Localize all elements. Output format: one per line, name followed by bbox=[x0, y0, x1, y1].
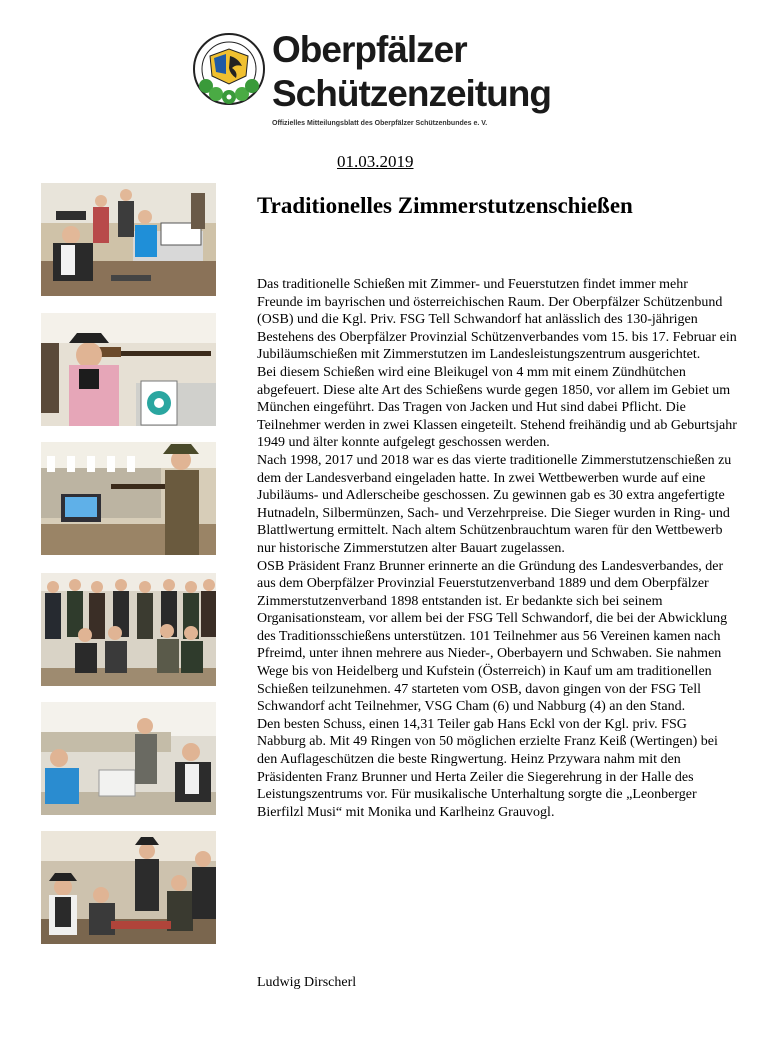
article-paragraph: Nach 1998, 2017 und 2018 war es das vierte traditionelle Zimmerstutzenschießen zu dem der Landesverband eingeladen hatte. In zwei Wettbewerben wurde auf eine Jubiläums- und Adlerscheibe geschossen. Zu gewinnen gab es 30 extra angefertigte Hutnadeln, Silbermünzen, Sach- und Verzehrpreise. Die Sieger wurden in Ring- und Blattlwertung ermittelt. Nach altem Schützenbrauchtum waren für den Wettbewerb nur historische Zimmerstutzen alter Bauart zugelassen. bbox=[257, 452, 732, 556]
photo-officials-at-table bbox=[41, 702, 216, 815]
photo-shooter-aiming-rifle bbox=[41, 313, 216, 426]
photo-award-ceremony bbox=[41, 831, 216, 944]
article-paragraph: Bei diesem Schießen wird eine Bleikugel von 4 mm mit einem Zündhütchen abgefeuert. Diese alte Art des Schießens wurde gegen 1850, vor allem im Gebiet um München eingeführt. Das Tragen von Jacken und Hut sind dabei Pflicht. Die Teilnehmer werden in zwei Klassen eingeteilt. Stehend freihändig und ab Geburtsjahr 1949 und älter konnte aufgelegt geschossen werden. bbox=[257, 364, 737, 451]
masthead-subtitle: Offizielles Mitteilungsblatt des Oberpfälzer Schützenbundes e. V. bbox=[272, 120, 488, 127]
article-headline: Traditionelles Zimmerstutzenschießen bbox=[257, 193, 633, 218]
masthead-title-line2: Schützenzeitung bbox=[272, 73, 551, 114]
oberpfalz-shooting-association-emblem-icon bbox=[192, 32, 266, 106]
photo-shooter-in-hat-at-stand bbox=[41, 442, 216, 555]
publication-date: 01.03.2019 bbox=[337, 152, 414, 171]
masthead-title-line1: Oberpfälzer bbox=[272, 29, 467, 70]
article-paragraph: Den besten Schuss, einen 14,31 Teiler gab Hans Eckl von der Kgl. priv. FSG Nabburg ab. Mit 49 Ringen von 50 möglichen erzielte Franz Keiß (Wertingen) bei den Auflageschützen die beste Ringwertung. Heinz Przywara nahm mit den Präsidenten Franz Brunner und Herta Zeiler die Siegerehrung in der Halle des Leistungszentrums vor. Für musikalische Unterhaltung sorgte die „Leonberger Bierfilzl Musi“ mit Monika und Karlheinz Grauvogl. bbox=[257, 716, 718, 820]
photo-group-of-participants bbox=[41, 573, 216, 686]
masthead bbox=[192, 28, 592, 136]
article-author: Ludwig Dirscherl bbox=[257, 975, 357, 990]
photo-shooter-seated-at-range bbox=[41, 183, 216, 296]
article-paragraph: OSB Präsident Franz Brunner erinnerte an die Gründung des Landesverbandes, der aus dem Oberpfälzer Provinzial Feuerstutzenverband 1889 und dem Oberpfälzer Zimmerstutzenverband 1898 entstanden ist. Er bedankte sich bei seinem Organisationsteam, vor allem bei der FSG Tell Schwandorf, die bei der Abwicklung des Traditionsschießens unterstützen. 101 Teilnehmer aus 56 Vereinen kamen nach Pfreimd, unter ihnen mehrere aus Nieder-, Oberbayern und Schwaben. Sie nahmen Wege bis von Heidelberg und Kufstein (Österreich) in Kauf um am traditionellen Schießen teilzunehmen. 47 starteten vom OSB, davon gingen von der FSG Tell Schwandorf acht Teilnehmer, VSG Cham (6) und Nabburg (4) an den Stand. bbox=[257, 558, 728, 715]
article-paragraph: Das traditionelle Schießen mit Zimmer- und Feuerstutzen findet immer mehr Freunde im bayrischen und österreichischen Raum. Der Oberpfälzer Schützenbund (OSB) und die Kgl. Priv. FSG Tell Schwandorf hat anlässlich des 130-jährigen Bestehens des Oberpfälzer Provinzial Schützenverbandes vom 15. bis 17. Februar ein Jubiläumschießen mit Zimmerstutzen im Landesleistungszentrum ausgerichtet. bbox=[257, 277, 737, 363]
article-body bbox=[257, 276, 737, 821]
